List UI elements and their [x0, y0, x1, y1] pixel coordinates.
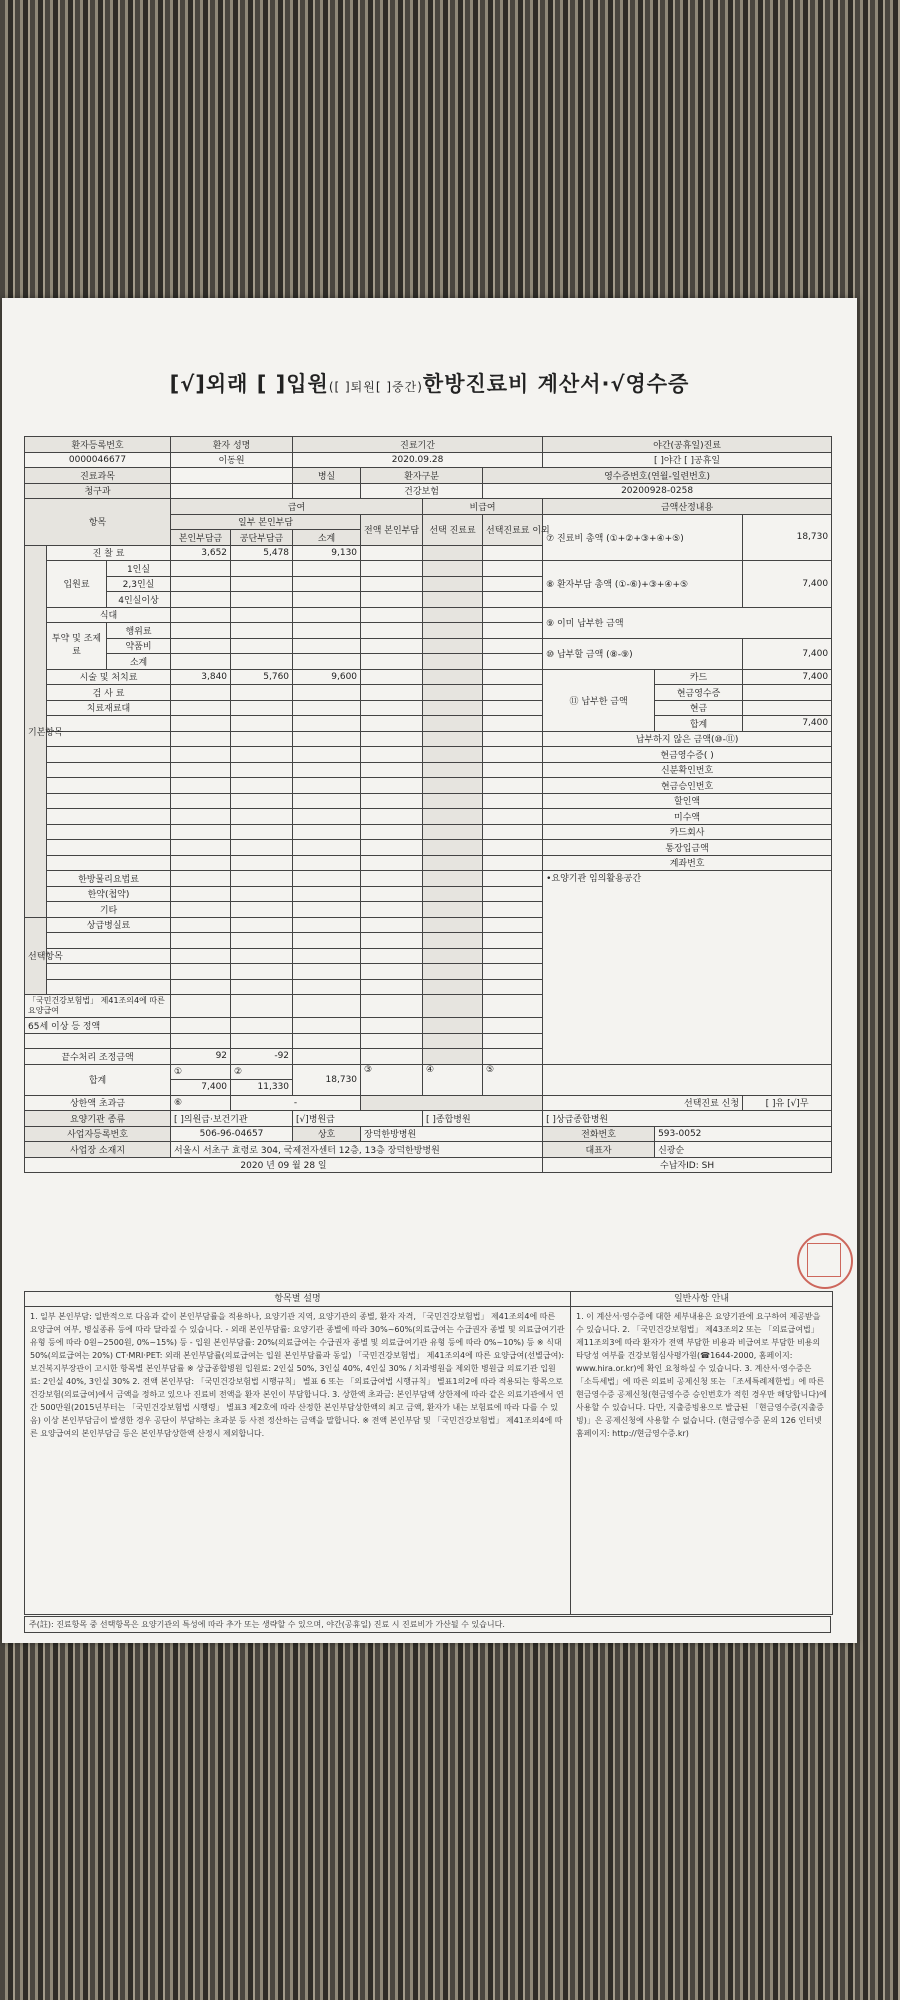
general-notes-title: 일반사항 안내 — [571, 1292, 832, 1307]
exam-label: 진 찰 료 — [47, 545, 171, 561]
total-sub: 18,730 — [293, 1064, 361, 1095]
other-header: 선택진료료 이외 — [483, 514, 543, 545]
period-label: 진료기간 — [293, 437, 543, 453]
exam-sub: 9,130 — [293, 545, 361, 561]
exam-public: 5,478 — [231, 545, 293, 561]
receipt-document — [2, 298, 857, 1643]
adjust-public: -92 — [231, 1049, 293, 1065]
insurance: 건강보험 — [361, 483, 483, 499]
approval-no-label: 현금승인번호 — [543, 778, 832, 794]
tel: 593-0052 — [655, 1126, 832, 1142]
address-label: 사업장 소재지 — [25, 1142, 171, 1158]
night-label: 야간(공휴일)진료 — [543, 437, 832, 453]
document-title — [2, 368, 857, 398]
biz-no-label: 사업자등록번호 — [25, 1126, 171, 1142]
period: 2020.09.28 — [293, 452, 543, 468]
general-notes-body: 1. 이 계산서·영수증에 대한 세부내용은 요양기관에 요구하여 제공받을 수 있습니다. 2. 「국민건강보험법」 제43조의2 또는 「의료급여법」 제11조의3에 따라 환자가 전액 부담한 비용과 비급여로 부담한 비용의 타당성 여부를 건강보험심사평가원(☎1644-2000, 홈페이지: www.hira.or.kr)에 확인 요청하실 수 있습니다. 3. 계산서·영수증은 「소득세법」에 따른 의료비 공제신청 또는 「조세특례제한법」에 따른 현금영수증 공제신청(현금영수증 승인번호가 적힌 경우만 해당합니다)에 사용할 수 있습니다. 다만, 지출증빙용으로 발급된 「현금영수증(지출증빙)」은 공제신청에 사용할 수 없습니다. (현금영수증 문의 126 인터넷 홈페이지: http://현금영수증.kr) — [576, 1312, 827, 1438]
item-header: 항목 — [25, 499, 171, 546]
public-header: 공단부담금 — [231, 530, 293, 546]
org-type-2: [√]병원급 — [293, 1111, 423, 1127]
patient-total-value: 7,400 — [743, 561, 832, 608]
item-notes-title: 항목별 설명 — [25, 1292, 570, 1307]
rep-label: 대표자 — [543, 1142, 655, 1158]
mark-4: ④ — [423, 1064, 483, 1095]
paid-sum-value: 7,400 — [743, 716, 832, 732]
discount-label: 할인액 — [543, 793, 832, 809]
self-header: 본인부담금 — [171, 530, 231, 546]
mark-6: ⑥ — [171, 1095, 231, 1111]
seal-stamp — [797, 1233, 853, 1289]
noncovered-header: 비급여 — [423, 499, 543, 515]
receiver-id: 수납자ID: SH — [543, 1157, 832, 1173]
issue-date: 2020 년 09 월 28 일 — [25, 1157, 543, 1173]
select-request-value: [ ]유 [√]무 — [743, 1095, 832, 1111]
procedure-label: 시술 및 처치료 — [47, 669, 171, 685]
select-side-label: 선택항목 — [25, 917, 47, 995]
inpatient-label: 입원료 — [47, 561, 107, 608]
claim-label: 청구과 — [25, 483, 171, 499]
basic-side-label: 기본항목 — [25, 545, 47, 917]
bank-deposit-label: 통장입금액 — [543, 840, 832, 856]
upper-room-label: 상급병실료 — [47, 917, 171, 933]
total-self: 7,400 — [171, 1080, 231, 1096]
title-discharge: ([ ]퇴원[ ]중간) — [328, 380, 423, 394]
tel-label: 전화번호 — [543, 1126, 655, 1142]
adjust-label: 끝수처리 조정금액 — [25, 1049, 171, 1065]
id-no-label: 신분확인번호 — [543, 762, 832, 778]
room-4: 4인실이상 — [107, 592, 171, 608]
unpaid-label: 납부하지 않은 금액(⑩-⑪) — [543, 731, 832, 747]
cash-label: 현금 — [655, 700, 743, 716]
notes-section — [24, 1291, 833, 1615]
etc-label: 기타 — [47, 902, 171, 918]
org-type-label: 요양기관 종류 — [25, 1111, 171, 1127]
address: 서울시 서초구 효령로 304, 국제전자센터 12층, 13층 장덕한방병원 — [171, 1142, 543, 1158]
item-notes-body: 1. 일부 본인부담: 일반적으로 다음과 같이 본인부담률을 적용하나, 요양기관 지역, 요양기관의 종별, 환자 자격, 「국민건강보험법」 제41조의4에 따른 요양급여 여부, 병실종류 등에 따라 달라질 수 있습니다. - 외래 본인부담률: 요양기관 종별에 따라 30%~60%(의료급여는 수급권자 종별 및 의료급여기관 유형 등에 따라 0원~2500원, 0%~15%) 등 - 입원 본인부담률: 20%(의료급여는 수급권자 종별 및 의료급여기관 유형 등에 따라 0%~10%) 등 ※ 식대 50%(의료급여는 20%) CT·MRI·PET: 외래 본인부담률(의료급여는 입원 본인부담률과 동일) 「국민건강보험법」 제41조의4에 따른 요양급여(선별급여): 보건복지부장관이 고시한 항목별 본인부담률 ※ 상급종합병원 입원료: 2인실 50%, 3인실 40%, 4인실 30% / 치과병원을 제외한 병원급 의료기관 입원료: 2인실 40%, 3인실 30% 2. 전액 본인부담: 「국민건강보험법 시행규칙」 별표 6 또는 「의료급여법 시행규칙」 별표1의2에 따라 적용되는 항목으로 건강보험(의료급여)에서 금액을 정하고 있으나 진료비 전액을 환자 본인이 부담합니다. 3. 상한액 초과금: 본인부담액 상한제에 따라 같은 의료기관에서 연간 500만원(2015년부터는 「국민건강보험법 시행령」 별표3 제2호에 따라 산정한 본인부담상한액의 최고 금액, 환자가 내는 보험료에 따라 다를 수 있음) 이상 본인부담금이 발생한 경우 공단이 부담하는 초과분 등 사전 정산하는 금액을 말합니다. ※ 전액 본인부담 및 「국민건강보험법」 제41조의4에 따른 요양급여의 본인부담금 등은 본인부담상한액 산정시 제외합니다. — [30, 1312, 565, 1438]
adjust-self: 92 — [171, 1049, 231, 1065]
patient-name: 이동원 — [171, 452, 293, 468]
item-notes — [25, 1292, 571, 1614]
proc-public: 5,760 — [231, 669, 293, 685]
dept-label: 진료과목 — [25, 468, 171, 484]
room-1: 1인실 — [107, 561, 171, 577]
exam-self: 3,652 — [171, 545, 231, 561]
total-public: 11,330 — [231, 1080, 293, 1096]
card-label: 카드 — [655, 669, 743, 685]
covered-header: 급여 — [171, 499, 423, 515]
drug-fee: 약품비 — [107, 638, 171, 654]
receipt-no-label: 영수증번호(연월-일련번호) — [483, 468, 832, 484]
law-label: 「국민건강보험법」 제41조의4에 따른 요양급여 — [25, 995, 171, 1018]
proc-sub: 9,600 — [293, 669, 361, 685]
mark-5: ⑤ — [483, 1064, 543, 1095]
receipt-table — [24, 436, 832, 1173]
patient-name-label: 환자 성명 — [171, 437, 293, 453]
calc-header: 금액산정내용 — [543, 499, 832, 515]
total-label: 합계 — [25, 1064, 171, 1095]
mark-1: ① — [171, 1064, 231, 1080]
paid-amount-label: ⑪ 납부한 금액 — [543, 669, 655, 731]
med-subtotal: 소계 — [107, 654, 171, 670]
room-23: 2,3인실 — [107, 576, 171, 592]
select-header: 선택 진료료 — [423, 514, 483, 545]
org-type-3: [ ]종합병원 — [423, 1111, 543, 1127]
select-request-label: 선택진료 신청 — [543, 1095, 743, 1111]
elder-label: 65세 이상 등 정액 — [25, 1018, 171, 1034]
medication-label: 투약 및 조제료 — [47, 623, 107, 670]
cash-receipt-row: 현금영수증( ) — [543, 747, 832, 763]
general-notes — [571, 1292, 832, 1614]
org-name-label: 상호 — [293, 1126, 361, 1142]
title-main: 한방진료비 계산서·√영수증 — [422, 372, 690, 396]
total-fee-value: 18,730 — [743, 514, 832, 561]
material-label: 치료재료대 — [47, 700, 171, 716]
patient-total-label: ⑧ 환자부담 총액 (①-⑥)+③+④+⑤ — [543, 561, 743, 608]
meal-label: 식대 — [47, 607, 171, 623]
biz-no: 506-96-04657 — [171, 1126, 293, 1142]
already-paid-label: ⑨ 이미 납부한 금액 — [543, 607, 832, 638]
subtotal-header: 소계 — [293, 530, 361, 546]
rep: 신광순 — [655, 1142, 832, 1158]
card-company-label: 카드회사 — [543, 824, 832, 840]
upper-limit-dash: - — [231, 1095, 361, 1111]
room-label: 병실 — [293, 468, 361, 484]
upper-limit-label: 상한액 초과금 — [25, 1095, 171, 1111]
org-type-4: [ ]상급종합병원 — [543, 1111, 832, 1127]
patient-no-label: 환자등록번호 — [25, 437, 171, 453]
title-outpatient: [√]외래 [ ]입원 — [169, 372, 329, 396]
mark-3: ③ — [361, 1064, 423, 1095]
patient-type-label: 환자구분 — [361, 468, 483, 484]
cash-receipt-label: 현금영수증 — [655, 685, 743, 701]
org-name: 장덕한방병원 — [361, 1126, 543, 1142]
physio-label: 한방물리요법료 — [47, 871, 171, 887]
to-pay-label: ⑩ 납부할 금액 (⑧-⑨) — [543, 638, 743, 669]
free-space: •요양기관 임의활용공간 — [543, 871, 832, 1065]
total-fee-label: ⑦ 진료비 총액 (①+②+③+④+⑤) — [543, 514, 743, 561]
receipt-no: 20200928-0258 — [483, 483, 832, 499]
paid-sum-label: 합계 — [655, 716, 743, 732]
card-value: 7,400 — [743, 669, 832, 685]
proc-self: 3,840 — [171, 669, 231, 685]
unreceived-label: 미수액 — [543, 809, 832, 825]
full-header: 전액 본인부담 — [361, 514, 423, 545]
account-no-label: 계좌번호 — [543, 855, 832, 871]
patient-no: 0000046677 — [25, 452, 171, 468]
mark-2: ② — [231, 1064, 293, 1080]
to-pay-value: 7,400 — [743, 638, 832, 669]
org-type-1: [ ]의원급·보건기관 — [171, 1111, 293, 1127]
partial-header: 일부 본인부담 — [171, 514, 361, 530]
footer-note: 주(註): 진료항목 중 선택항목은 요양기관의 특성에 따라 추가 또는 생략할 수 있으며, 야간(공휴일) 진료 시 진료비가 가산될 수 있습니다. — [24, 1616, 831, 1633]
herbal-label: 한약(첩약) — [47, 886, 171, 902]
test-label: 검 사 료 — [47, 685, 171, 701]
act-fee: 행위료 — [107, 623, 171, 639]
night-value: [ ]야간 [ ]공휴일 — [543, 452, 832, 468]
